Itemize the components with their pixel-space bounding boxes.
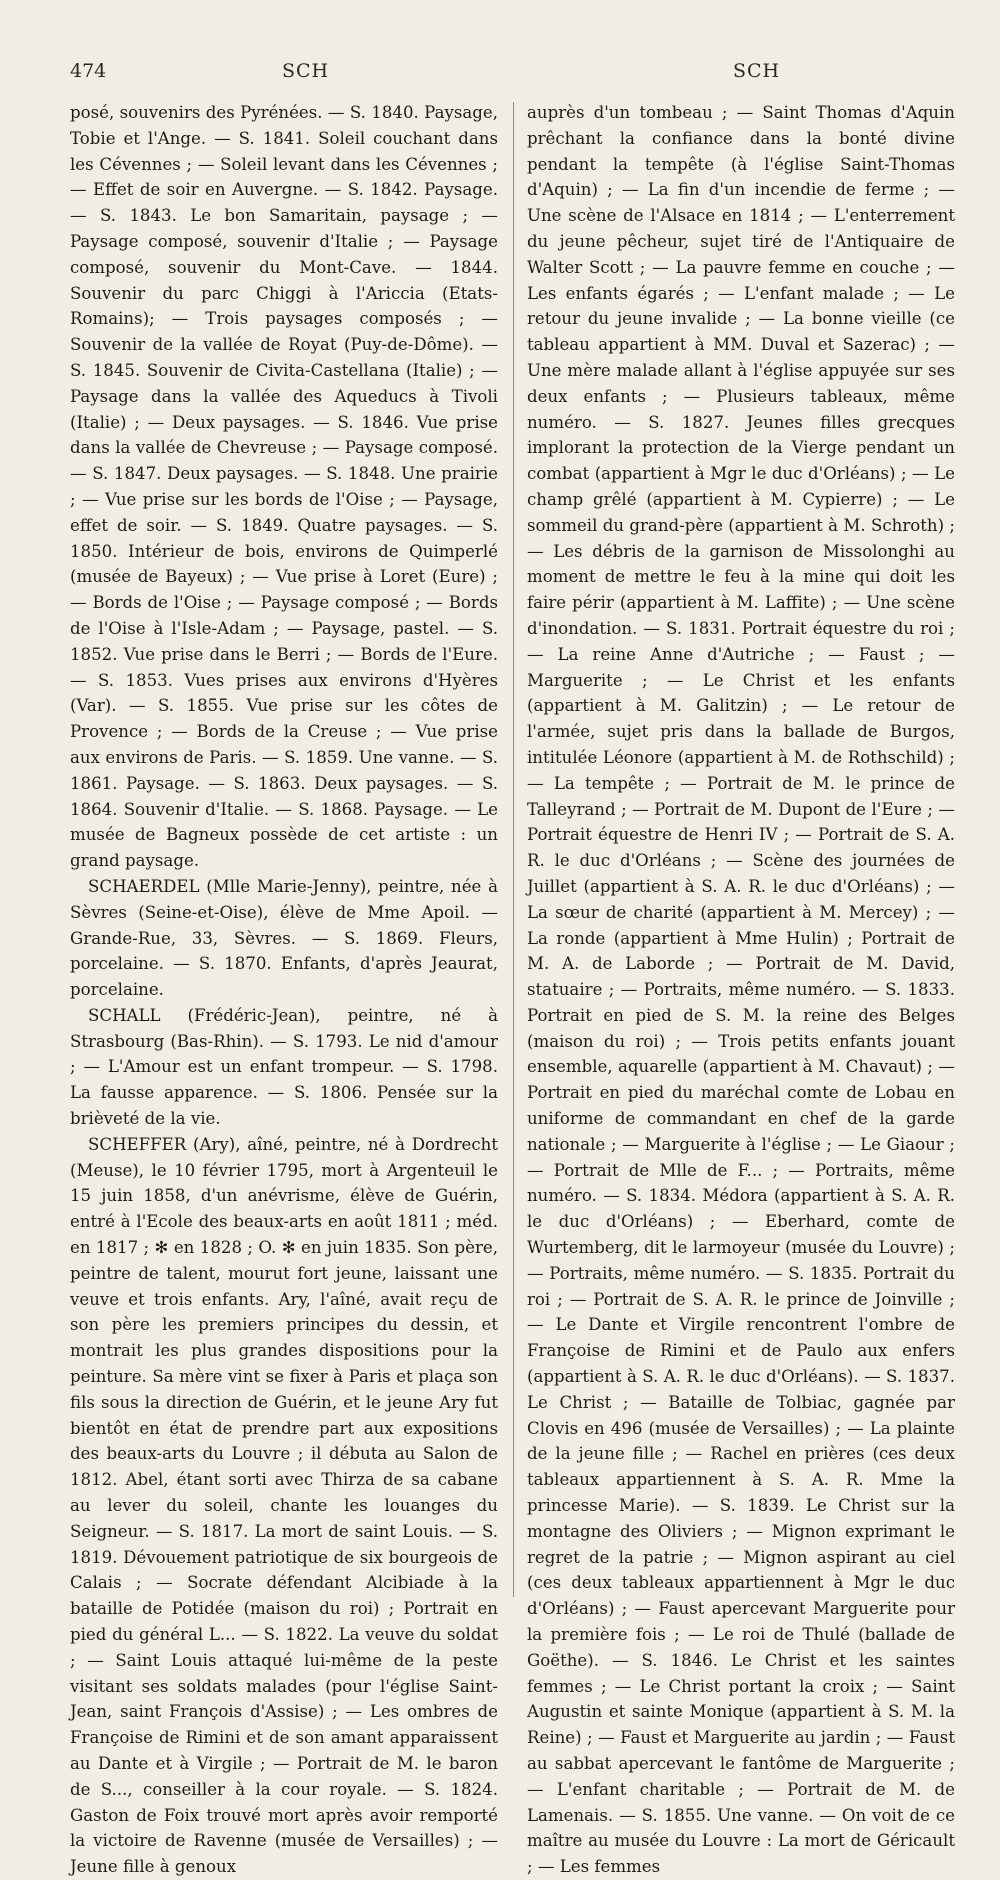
running-header <box>0 60 1000 92</box>
entry-scheffer-ary: SCHEFFER (Ary), aîné, peintre, né à Dordrecht (Meuse), le 10 février 1795, mort à Argenteuil le 15 juin 1858, d'un anévrisme, élève de Guérin, entré à l'Ecole des beaux-arts en août 1811 ; méd. en 1817 ; ✻ en 1828 ; O. ✻ en juin 1835. Son père, peintre de talent, mourut fort jeune, laissant une veuve et trois enfants. Ary, l'aîné, avait reçu de son père les premiers principes du dessin, et montrait les plus grandes dispositions pour la peinture. Sa mère vint se fixer à Paris et plaça son fils sous la direction de Guérin, et le jeune Ary fut bientôt en état de prendre part aux expositions des beaux-arts du Louvre ; il débuta au Salon de 1812. Abel, étant sorti avec Thirza de sa cabane au lever du soleil, chante les louanges du Seigneur. — S. 1817. La mort de saint Louis. — S. 1819. Dévouement patriotique de six bourgeois de Calais ; — Socrate défendant Alcibiade à la bataille de Potidée (maison du roi) ; Portrait en pied du général L... — S. 1822. La veuve du soldat ; — Saint Louis attaqué lui-même de la peste visitant ses soldats malades (pour l'église Saint-Jean, saint François d'Assise) ; — Les ombres de Françoise de Rimini et de son amant apparaissent au Dante et à Virgile ; — Portrait de M. le baron de S..., conseiller à la cour royale. — S. 1824. Gaston de Foix trouvé mort après avoir remporté la victoire de Ravenne (musée de Versailles) ; — Jeune fille à genoux <box>70 1134 498 1877</box>
entry-schall: SCHALL (Frédéric-Jean), peintre, né à Strasbourg (Bas-Rhin). — S. 1793. Le nid d'amour ; — L'Amour est un enfant trompeur. — S. 1798. La fausse apparence. — S. 1806. Pensée sur la brièveté de la vie. <box>70 1005 498 1129</box>
right-column <box>527 100 955 1877</box>
left-column <box>70 100 498 1877</box>
entry-continuation: posé, souvenirs des Pyrénées. — S. 1840. Paysage, Tobie et l'Ange. — S. 1841. Soleil couchant dans les Cévennes ; — Soleil levant dans les Cévennes ; — Effet de soir en Auvergne. — S. 1842. Paysage. — S. 1843. Le bon Samaritain, paysage ; — Paysage composé, souvenir d'Italie ; — Paysage composé, souvenir du Mont-Cave. — 1844. Souvenir du parc Chiggi à l'Ariccia (Etats-Romains); — Trois paysages composés ; — Souvenir de la vallée de Royat (Puy-de-Dôme). — S. 1845. Souvenir de Civita-Castellana (Italie) ; — Paysage dans la vallée des Aqueducs à Tivoli (Italie) ; — Deux paysages. — S. 1846. Vue prise dans la vallée de Chevreuse ; — Paysage composé. — S. 1847. Deux paysages. — S. 1848. Une prairie ; — Vue prise sur les bords de l'Oise ; — Paysage, effet de soir. — S. 1849. Quatre paysages. — S. 1850. Intérieur de bois, environs de Quimperlé (musée de Bayeux) ; — Vue prise à Loret (Eure) ; — Bords de l'Oise ; — Paysage composé ; — Bords de l'Oise à l'Isle-Adam ; — Paysage, pastel. — S. 1852. Vue prise dans le Berri ; — Bords de l'Eure. — S. 1853. Vues prises aux environs d'Hyères (Var). — S. 1855. Vue prise sur les côtes de Provence ; — Bords de la Creuse ; — Vue prise aux environs de Paris. — S. 1859. Une vanne. — S. 1861. Paysage. — S. 1863. Deux paysages. — S. 1864. Souvenir d'Italie. — S. 1868. Paysage. — Le musée de Bagneux possède de cet artiste : un grand paysage. <box>70 103 498 871</box>
column-divider <box>513 102 514 1597</box>
running-head-left: SCH <box>282 60 330 82</box>
page-number: 474 <box>70 60 107 82</box>
running-head-right: SCH <box>733 60 781 82</box>
entry-schaerdel: SCHAERDEL (Mlle Marie-Jenny), peintre, née à Sèvres (Seine-et-Oise), élève de Mme Apoil. — Grande-Rue, 33, Sèvres. — S. 1869. Fleurs, porcelaine. — S. 1870. Enfants, d'après Jeaurat, porcelaine. <box>70 876 498 1000</box>
entry-scheffer-continued: auprès d'un tombeau ; — Saint Thomas d'Aquin prêchant la confiance dans la bonté divine pendant la tempête (à l'église Saint-Thomas d'Aquin) ; — La fin d'un incendie de ferme ; — Une scène de l'Alsace en 1814 ; — L'enterrement du jeune pêcheur, sujet tiré de l'Antiquaire de Walter Scott ; — La pauvre femme en couche ; — Les enfants égarés ; — L'enfant malade ; — Le retour du jeune invalide ; — La bonne vieille (ce tableau appartient à MM. Duval et Sazerac) ; — Une mère malade allant à l'église appuyée sur ses deux enfants ; — Plusieurs tableaux, même numéro. — S. 1827. Jeunes filles grecques implorant la protection de la Vierge pendant un combat (appartient à Mgr le duc d'Orléans) ; — Le champ grêlé (appartient à M. Cypierre) ; — Le sommeil du grand-père (appartient à M. Schroth) ; — Les débris de la garnison de Missolonghi au moment de mettre le feu à la mine qui doit les faire périr (appartient à M. Laffite) ; — Une scène d'inondation. — S. 1831. Portrait équestre du roi ; — La reine Anne d'Autriche ; — Faust ; — Marguerite ; — Le Christ et les enfants (appartient à M. Galitzin) ; — Le retour de l'armée, sujet pris dans la ballade de Burgos, intitulée Léonore (appartient à M. de Rothschild) ; — La tempête ; — Portrait de M. le prince de Talleyrand ; — Portrait de M. Dupont de l'Eure ; — Portrait équestre de Henri IV ; — Portrait de S. A. R. le duc d'Orléans ; — Scène des journées de Juillet (appartient à S. A. R. le duc d'Orléans) ; — La sœur de charité (appartient à M. Mercey) ; — La ronde (appartient à Mme Hulin) ; Portrait de M. A. de Laborde ; — Portrait de M. David, statuaire ; — Portraits, même numéro. — S. 1833. Portrait en pied de S. M. la reine des Belges (maison du roi) ; — Trois petits enfants jouant ensemble, aquarelle (appartient à M. Chavaut) ; — Portrait en pied du maréchal comte de Lobau en uniforme de commandant en chef de la garde nationale ; — Marguerite à l'église ; — Le Giaour ; — Portrait de Mlle de F... ; — Portraits, même numéro. — S. 1834. Médora (appartient à S. A. R. le duc d'Orléans) ; — Eberhard, comte de Wurtemberg, dit le larmoyeur (musée du Louvre) ; — Portraits, même numéro. — S. 1835. Portrait du roi ; — Portrait de S. A. R. le prince de Joinville ; — Le Dante et Virgile rencontrent l'ombre de Françoise de Rimini et de Paulo aux enfers (appartient à S. A. R. le duc d'Orléans). — S. 1837. Le Christ ; — Bataille de Tolbiac, gagnée par Clovis en 496 (musée de Versailles) ; — La plainte de la jeune fille ; — Rachel en prières (ces deux tableaux appartiennent à S. A. R. Mme la princesse Marie). — S. 1839. Le Christ sur la montagne des Oliviers ; — Mignon exprimant le regret de la patrie ; — Mignon aspirant au ciel (ces deux tableaux appartiennent à Mgr le duc d'Orléans) ; — Faust apercevant Marguerite pour la première fois ; — Le roi de Thulé (ballade de Goëthe). — S. 1846. Le Christ et les saintes femmes ; — Le Christ portant la croix ; — Saint Augustin et sainte Monique (appartient à S. M. la Reine) ; — Faust et Marguerite au jardin ; — Faust au sabbat apercevant le fantôme de Marguerite ; — L'enfant charitable ; — Portrait de M. de Lamenais. — S. 1855. Une vanne. — On voit de ce maître au musée du Louvre : La mort de Géricault ; — Les femmes <box>527 103 955 1877</box>
